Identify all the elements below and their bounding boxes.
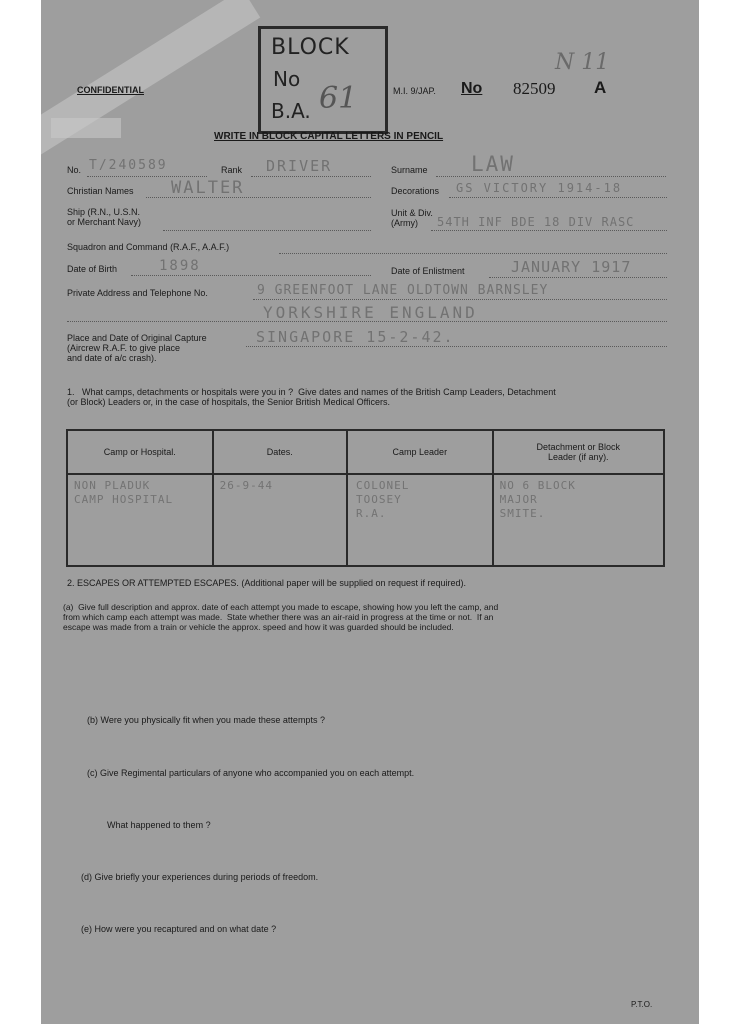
- cell-camp: NON PLADUK CAMP HOSPITAL: [67, 474, 213, 566]
- cell-dates: 26-9-44: [213, 474, 347, 566]
- squadron-label: Squadron and Command (R.A.F., A.A.F.): [67, 242, 230, 252]
- dotted-line: [279, 253, 667, 254]
- tape-residue: [51, 118, 121, 138]
- document-page: [41, 0, 699, 1024]
- enlistment-label: Date of Enlistment: [391, 266, 465, 276]
- question-2e-text: (e) How were you recaptured and on what date ?: [81, 924, 277, 934]
- question-2d-text: (d) Give briefly your experiences during periods of freedom.: [81, 872, 319, 882]
- christian-names-value: WALTER: [171, 178, 245, 198]
- dotted-line: [436, 176, 666, 177]
- ship-label: Ship (R.N., U.S.N. or Merchant Navy): [67, 207, 142, 227]
- stamp-line-2: No: [273, 67, 301, 91]
- mi-label: M.I. 9/JAP.: [393, 86, 436, 96]
- table-header-row: [67, 430, 664, 474]
- dob-value: 1898: [159, 258, 201, 274]
- address-line-2: YORKSHIRE ENGLAND: [263, 303, 478, 322]
- decorations-label: Decorations: [391, 186, 440, 196]
- dotted-line: [489, 277, 667, 278]
- block-stamp: [258, 26, 388, 134]
- unit-value: 54TH INF BDE 18 DIV RASC: [437, 215, 635, 229]
- document-number: 82509: [513, 79, 556, 98]
- table-header-camp: Camp or Hospital.: [67, 430, 213, 474]
- question-2c-text: (c) Give Regimental particulars of anyone who accompanied you on each attempt.: [87, 768, 415, 778]
- stamp-handwritten-number: 61: [319, 81, 358, 116]
- dotted-line: [431, 230, 667, 231]
- camps-table: [66, 429, 665, 567]
- christian-names-label: Christian Names: [67, 186, 134, 196]
- question-2b-text: (b) Were you physically fit when you made these attempts ?: [87, 715, 325, 725]
- rank-value: DRIVER: [266, 157, 333, 175]
- table-row: [67, 474, 664, 566]
- unit-label: Unit & Div. (Army): [391, 208, 433, 228]
- service-no-value: T/240589: [89, 158, 168, 173]
- stamp-line-1: BLOCK: [271, 35, 350, 60]
- table-header-dates: Dates.: [213, 430, 347, 474]
- question-2a-text: (a) Give full description and approx. date of each attempt you made to escape, showing how you left the camp, and from which camp each attempt was made. State whether there was an air-raid in progress at the time or not. If an escape was made from a train or vehicle the approx. speed and how it was guarded should be included.: [63, 602, 499, 632]
- address-label: Private Address and Telephone No.: [67, 288, 208, 298]
- question-2c-followup: What happened to them ?: [107, 820, 211, 830]
- cell-camp-leader: COLONEL TOOSEY R.A.: [347, 474, 493, 566]
- surname-value: LAW: [471, 152, 515, 176]
- address-line-1: 9 GREENFOOT LANE OLDTOWN BARNSLEY: [257, 283, 549, 298]
- decorations-value: GS VICTORY 1914-18: [456, 181, 623, 195]
- surname-label: Surname: [391, 165, 428, 175]
- enlistment-value: JANUARY 1917: [511, 258, 632, 276]
- dotted-line: [131, 275, 371, 276]
- stamp-line-3: B.A.: [271, 99, 311, 123]
- dotted-line: [246, 346, 667, 347]
- service-no-label: No.: [67, 165, 82, 175]
- cell-detachment: NO 6 BLOCK MAJOR SMITE.: [493, 474, 664, 566]
- question-2-heading: 2. ESCAPES OR ATTEMPTED ESCAPES. (Additional paper will be supplied on request if required).: [67, 578, 467, 588]
- dotted-line: [87, 176, 207, 177]
- instruction-heading: WRITE IN BLOCK CAPITAL LETTERS IN PENCIL: [214, 131, 444, 142]
- question-1-text: 1. What camps, detachments or hospitals were you in ? Give dates and names of the British Camp Leaders, Detachment (or Block) Leaders or, in the case of hospitals, the Senior British Medical Officers.: [67, 387, 556, 407]
- capture-value: SINGAPORE 15-2-42.: [256, 328, 455, 346]
- dotted-line: [449, 197, 667, 198]
- capture-label: Place and Date of Original Capture (Aircrew R.A.F. to give place and date of a/c crash).: [67, 333, 207, 363]
- dotted-line: [251, 176, 371, 177]
- table-header-detachment: Detachment or Block Leader (if any).: [493, 430, 664, 474]
- number-label: No: [461, 80, 483, 97]
- dotted-line: [253, 299, 667, 300]
- dotted-line: [163, 230, 371, 231]
- handwritten-annotation: N 11: [555, 50, 610, 75]
- confidential-label: CONFIDENTIAL: [77, 85, 144, 95]
- dob-label: Date of Birth: [67, 264, 118, 274]
- rank-label: Rank: [221, 165, 243, 175]
- pto-label: P.T.O.: [631, 1000, 653, 1009]
- table-header-camp-leader: Camp Leader: [347, 430, 493, 474]
- document-suffix: A: [594, 78, 607, 97]
